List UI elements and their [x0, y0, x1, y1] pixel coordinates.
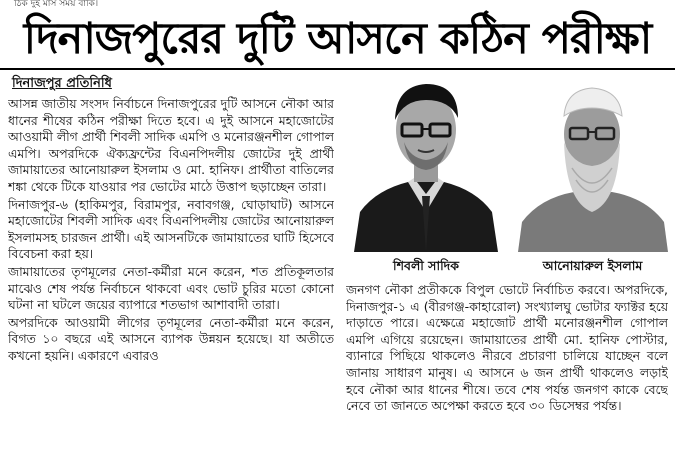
portrait-anwarul-islam	[512, 72, 673, 252]
headline-rule	[0, 68, 675, 70]
left-paragraph: অপরদিকে আওয়ামী লীগের তৃণমূলের নেতা-কর্মীরা মনে করেন, বিগত ১০ বছরে এই আসনে ব্যাপক উন্নয়ন হয়েছে। যা অতীতে কখনো হয়নি। একারণে এবারও	[8, 314, 334, 363]
byline: দিনাজপুর প্রতিনিধি	[12, 76, 112, 91]
left-column	[8, 96, 334, 474]
headline: দিনাজপুরের দুটি আসনে কঠিন পরীক্ষা	[23, 14, 652, 64]
left-paragraph: জামায়াতের তৃণমূলের নেতা-কর্মীরা মনে করেন, শত প্রতিকূলতার মাঝেও শেষ পর্যন্ত নির্বাচনে থাকবো এবং ভোট চুরির মতো কোনো ঘটনা না ঘটলে জয়ের ব্যাপারে শতভাগ আশাবাদী তারা।	[8, 263, 334, 313]
top-strip-text: ঠিক দুই মাস সময় বাকি।	[14, 0, 99, 9]
caption-anwarul-islam: আনোয়ারুল ইসলাম	[542, 258, 643, 273]
left-paragraph: আসন্ন জাতীয় সংসদ নির্বাচনে দিনাজপুরের দুটি আসনে নৌকা আর ধানের শীষের কঠিন পরীক্ষা দিতে হবে। এ দুই আসনে মহাজোটের আওয়ামী লীগ প্রার্থী শিবলী সাদিক এমপি ও মনোরঞ্জনশীল গোপাল এমপি। অপরদিকে ঐক্যফ্রন্টের বিএনপিদলীয় জোটের দুই প্রার্থী জামায়াতের আনোয়ারুল ইসলাম ও মো. হানিফ। প্রার্থীতা বাতিলের শঙ্কা থেকে টিকে যাওয়ার পর ভোটের মাঠে উত্তাপ ছড়াচ্ছেন তারা।	[8, 96, 334, 194]
caption-shibli-sadik: শিবলী সাদিক	[393, 258, 459, 273]
photo-area	[344, 72, 675, 282]
portrait-shibli-sadik	[346, 72, 506, 252]
right-paragraph: জনগণ নৌকা প্রতীককে বিপুল ভোটে নির্বাচিত করবে। অপরদিকে, দিনাজপুর-১ এ (বীরগঞ্জ-কাহারোল) সংখ্যালঘু ভোটার ফ্যাক্টর হয়ে দাড়াতে পারে। এক্ষেত্রে মহাজোট প্রার্থী মনোরঞ্জনশীল গোপাল এমপি এগিয়ে রয়েছেন। জামায়াতের প্রার্থী মো. হানিফ পোস্টার, ব্যানারে পিছিয়ে থাকলেও নীরবে প্রচারণা চালিয়ে যাচ্ছেন বলে জানায় সাধারণ মানুষ। এ আসনে ৬ জন প্রার্থী থাকলেও লড়াই হবে নৌকা আর ধানের শীষে। তবে শেষ পর্যন্ত জনগণ কাকে বেছে নেবে তা জানতে অপেক্ষা করতে হবে ৩০ ডিসেম্বর পর্যন্ত।	[346, 282, 668, 414]
left-paragraph: দিনাজপুর-৬ (হাকিমপুর, বিরামপুর, নবাবগঞ্জ, ঘোড়াঘাট) আসনে মহাজোটের শিবলী সাদিক এবং বিএনপিদলীয় জোটের আনোয়ারুল ইসলামসহ চারজন প্রার্থী। এই আসনটিকে জামায়াতের ঘাটি হিসেবে বিবেচনা করা হয়।	[8, 196, 334, 262]
right-column	[346, 282, 668, 474]
